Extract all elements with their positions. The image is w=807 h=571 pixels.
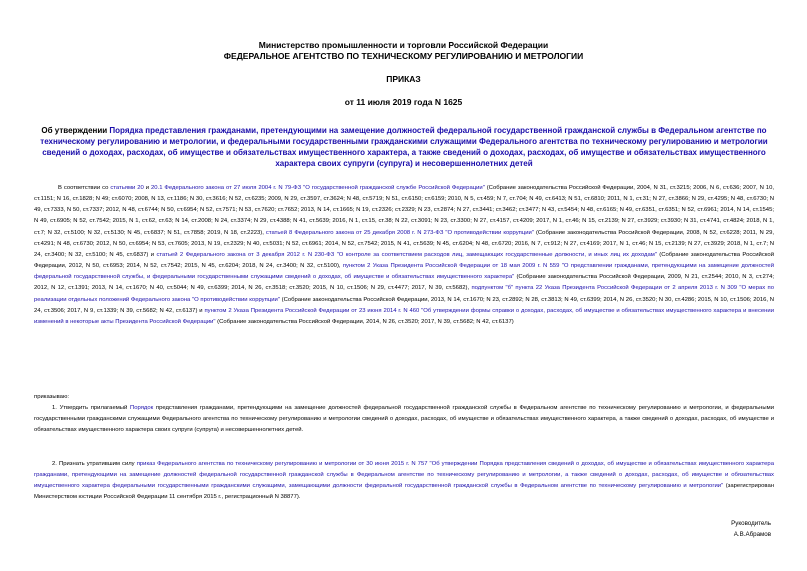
paragraph-text: (Собрание законодательства Российской Федерации, 2013, N 14, ст.1670; N 23, ст.2892; N 28, ст.3813; N 49, ст.6399; 2014, N 26, ст.3520; N 30, ст.4286; 2015, N 10, ст.1506; 2016, N 24, ст.3506; 2017, N 9, ст.1339; N 39, ст.5682; N 42, ст.6137) и bbox=[34, 296, 774, 314]
paragraph-text: (Собрание законодательства Российской Федерации, 2009, N 21, ст.2544; 2010, N 3, ст.274; 2012, N 12, ст.1391; 2013, N 14, ст.1670; N 40, ст.5044; N 49, ст.6399; 2014, N 26, ст.3518; ст.3520; 2015, N 10, ст.1506; N 29, ст.4477; 2017, N 39, ст.5682), bbox=[34, 274, 774, 292]
document-type: ПРИКАЗ bbox=[386, 74, 421, 84]
legal-reference-link[interactable]: статьей 8 Федерального закона от 25 декабря 2008 г. N 273-ФЗ "О противодействии коррупции" bbox=[265, 229, 534, 236]
legal-reference-link[interactable]: приказ Федерального агентства по техническому регулированию и метрологии от 30 июня 2015 г. N 757 "Об утверждении Порядка представления сведений о доходах, об имуществе и обязательствах имущественного характера гражданами, претендующими на замещение должностей федеральной государственной гражданской службы в Федеральном агентстве по техническому регулированию и метрологии, а также сведений о доходах, расходах, об имуществе и обязательствах имущественного характера федеральными государственными гражданскими служащими, замещающими должности федеральной государственной гражданской службы в Федеральном агентстве по техническому регулированию и метрологии" bbox=[34, 461, 774, 490]
paragraph-text: (Собрание законодательства Российской Федерации, 2012, N 50, ст.6953; 2014, N 52, ст.7542; 2015, N 45, ст.6204; 2018, N 24, ст.3400; N 32, ст.5100), bbox=[34, 251, 774, 270]
document-date-number: от 11 июля 2019 года N 1625 bbox=[344, 97, 463, 107]
paragraph-text: и bbox=[143, 185, 152, 191]
item-2-paragraph bbox=[34, 459, 774, 504]
paragraph-text: 1. Утвердить прилагаемый bbox=[52, 405, 130, 411]
paragraph-text: (Собрание законодательства Российской Федерации, 2014, N 26, ст.3520; 2017, N 39, ст.5682; N 42, ст.6137) bbox=[215, 318, 514, 325]
legal-reference-link[interactable]: подпунктом "б" пункта 22 Указа Президента Российской Федерации от 2 апреля 2013 г. N 309 "О мерах по реализации отдельных положений Федерального закона "О противодействии коррупции" bbox=[34, 285, 774, 303]
document-title bbox=[34, 125, 774, 169]
paragraph-text: (зарегистрирован Министерством юстиции Российской Федерации 11 сентября 2015 г., регистрационный N 38877). bbox=[34, 483, 774, 501]
signatory-name: А.В.Абрамов bbox=[733, 531, 771, 538]
ministry-name: Министерство промышленности и торговли Российской Федерации bbox=[258, 40, 549, 50]
paragraph-text: представления гражданами, претендующими на замещение должностей федеральной государственной гражданской службы в Федеральном агентстве по техническому регулированию и метрологии, и федеральными государственными гражданскими служащими Федерального агентства по техническому регулированию и метрологии сведений о доходах, расходах, об имуществе и обязательствах имущественного характера, а также сведений о доходах, расходах, об имуществе и обязательствах имущественного характера своих супруги (супруга) и несовершеннолетних детей. bbox=[34, 405, 774, 434]
agency-name: ФЕДЕРАЛЬНОЕ АГЕНТСТВО ПО ТЕХНИЧЕСКОМУ РЕГУЛИРОВАНИЮ И МЕТРОЛОГИИ bbox=[223, 51, 584, 61]
legal-reference-link[interactable]: пунктом 2 Указа Президента Российской Федерации от 18 мая 2009 г. N 559 "О представлении гражданами, претендующими на замещение должностей федеральной государственной службы, и федеральными государственными служащими сведений о доходах, об имуществе и обязательствах имущественного характера" bbox=[34, 263, 774, 281]
item-1-paragraph bbox=[34, 403, 774, 436]
legal-reference-link[interactable]: статьей 2 Федерального закона от 3 декабря 2012 г. N 230-ФЗ "О контроле за соответствием расходов лиц, замещающих государственные должности, и иных лиц их доходам" bbox=[156, 251, 657, 258]
paragraph-text: (Собрание законодательства Российской Федерации, 2008, N 52, ст.6228; 2011, N 29, ст.4291; N 48, ст.6730; 2012, N 50, ст.6954; N 53, ст.7605; 2013, N 19, ст.2329; N 40, ст.5031; N 52, ст.6961; 2014, N 52, ст.7542; 2015, N 41, ст.5639; N 45, ст.6204; N 48, ст.6720; 2016, N 7, ст.912; N 27, ст.4169; 2017, N 1, ст.46; N 15, ст.2139; N 27, ст.3929; 2018, N 1, ст.7; N 24, ст.3400; N 32, ст.5100; N 45, ст.6837) и bbox=[34, 229, 774, 258]
legal-reference-link[interactable]: статьями 20 bbox=[110, 185, 144, 191]
paragraph-text: (Собрание законодательства Российской Федерации, 2004, N 31, ст.3215; 2006, N 6, ст.636; 2007, N 10, ст.1151; N 16, ст.1828; N 49; ст.6070; 2008, N 13, ст.1186; N 30, ст.3616; N 52, ст.6235; 2009, N 29, ст.3597, ст.3624; N 48, ст.5719; N 51, ст.6150; ст.6159; 2010, N 5, ст.459; N 7, ст.704; N 49, ст.6413; N 51, ст.6810; 2011, N 1, ст.31; N 27, ст.3866; N 29, ст.4295; N 48, ст.6730; N 49, ст.7333, N 50, ст.7337; 2012, N 48, ст.6744; N 50, ст.6954; N 52, ст.7571; N 53, ст.7620; ст.7652; 2013, N 14, ст.1665; N 19, ст.2326; ст.2329; N 23, ст.2874; N 27, ст.3441; ст.3462; ст.3477; N 43, ст.5454; N 48, ст.6165; N 49, ст.6351, ст.6351; N 52, ст.6961; 2014, N 14, ст.1545; N 49, ст.6905; N 52, ст.7542; 2015, N 1, ст.62, ст.63; N 14, ст.2008; N 24, ст.3374; N 29, ст.4388; N 41, ст.5639; 2016, N 1, ст.15, ст.38; N 22, ст.3091; N 23, ст.3300; N 27, ст.4157, ст.4209; 2017, N 1, ст.46; N 15, ст.2139; N 27, ст.3929; ст.3930; N 31, ст.4741, ст.4824; 2018, N 1, ст.7; N 32, ст.5100; N 32, ст.5130; N 45, ст.6837; N 51, ст.7858; 2019, N 18, ст.2223), bbox=[34, 185, 774, 236]
signatory-position: Руководитель bbox=[731, 520, 771, 527]
orders-label: приказываю: bbox=[34, 394, 70, 400]
title-prefix: Об утверждении bbox=[41, 126, 110, 135]
paragraph-text: В соответствии со bbox=[58, 185, 111, 191]
legal-reference-link[interactable]: 20.1 Федерального закона от 27 июля 2004 г. N 79-ФЗ "О государственной гражданской службе Российской Федерации" bbox=[151, 185, 485, 191]
title-link[interactable]: Порядка представления гражданами, претендующими на замещение должностей федеральной государственной гражданской службы в Федеральном агентстве по техническому регулированию и метрологии, и федеральными государственными гражданскими служащими Федерального агентства по техническому регулированию и метрологии сведений о доходах, расходах, об имуществе и обязательствах имущественного характера, а также сведений о доходах, расходах, об имуществе и обязательствах имущественного характера своих супруги (супруга) и несовершеннолетних детей bbox=[40, 126, 768, 168]
paragraph-text: 2. Признать утратившим силу bbox=[52, 461, 137, 467]
legal-reference-link[interactable]: пунктом 2 Указа Президента Российской Федерации от 23 июня 2014 г. N 460 "Об утверждении формы справки о доходах, расходах, об имуществе и обязательствах имущественного характера и внесении изменений в некоторые акты Президента Российской Федерации" bbox=[34, 307, 775, 325]
preamble-paragraph bbox=[34, 183, 774, 328]
legal-reference-link[interactable]: Порядок bbox=[130, 405, 154, 411]
